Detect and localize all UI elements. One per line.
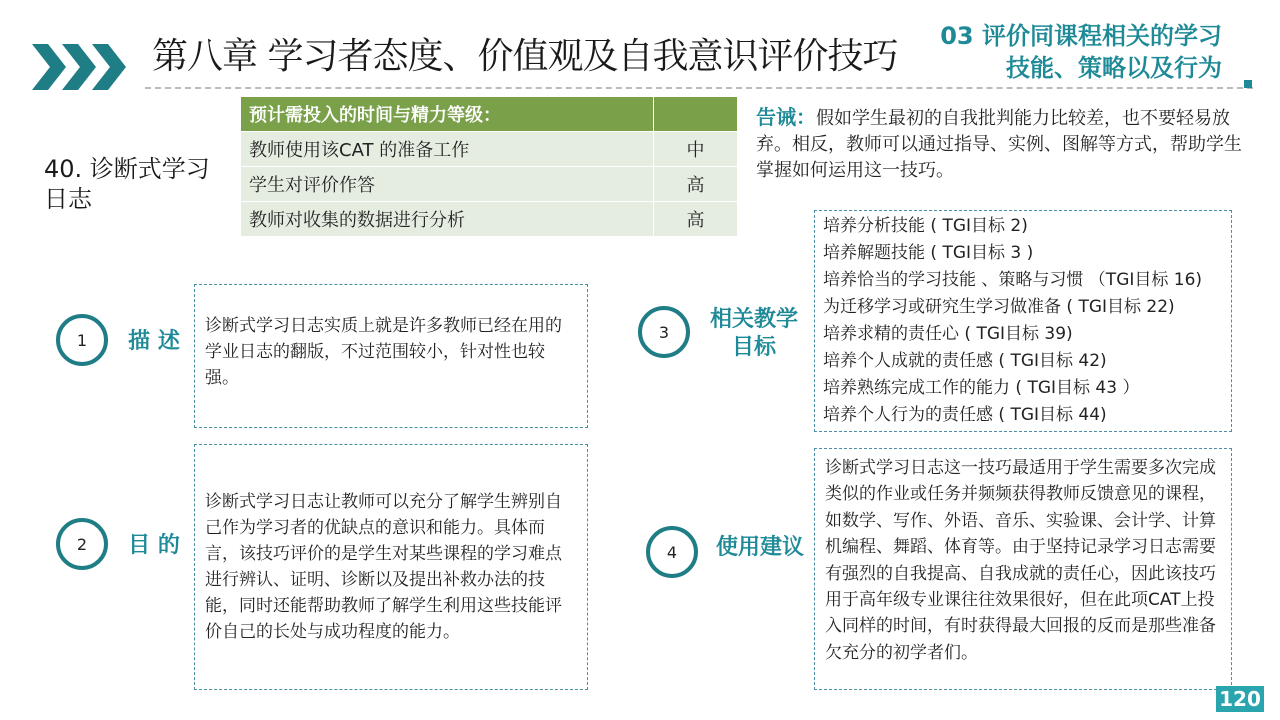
section-2-purpose-box xyxy=(194,444,588,690)
table-row-label: 教师对收集的数据进行分析 xyxy=(241,202,654,237)
effort-level-table xyxy=(240,96,738,237)
section-3-number-badge xyxy=(638,306,690,358)
goal-item: 培养个人成就的责任感 ( TGI目标 42) xyxy=(823,351,1107,371)
goal-list xyxy=(823,213,1223,429)
table-row xyxy=(241,167,738,202)
section-title xyxy=(892,20,1222,84)
table-row xyxy=(241,132,738,167)
goal-item: 为迁移学习或研究生学习做准备 ( TGI目标 22) xyxy=(823,297,1175,317)
section-2-number: 2 xyxy=(76,534,88,554)
table-row-label: 学生对评价作答 xyxy=(241,167,654,202)
section-title-line2: 技能、策略以及行为 xyxy=(1006,54,1222,82)
goal-item: 培养分析技能 ( TGI目标 2) xyxy=(823,216,1028,236)
section-3-title xyxy=(700,306,808,362)
table-row xyxy=(241,202,738,237)
section-1-number-badge xyxy=(56,314,108,366)
section-4-number-badge xyxy=(646,526,698,578)
section-4-number: 4 xyxy=(666,542,678,562)
section-3-goals-box xyxy=(814,210,1232,432)
section-1-number: 1 xyxy=(76,330,88,350)
table-row-value: 高 xyxy=(654,167,738,202)
page-number-badge: 120 xyxy=(1216,686,1264,712)
table-header-empty-cell xyxy=(654,97,738,132)
warning-text: 假如学生最初的自我批判能力比较差，也不要轻易放弃。相反，教师可以通过指导、实例、图解等方式，帮助学生掌握如何运用这一技巧。 xyxy=(756,108,1242,181)
goal-item: 培养求精的责任心 ( TGI目标 39) xyxy=(823,324,1073,344)
section-title-line1: 03 评价同课程相关的学习 xyxy=(940,22,1222,50)
table-row-value: 高 xyxy=(654,202,738,237)
section-2-title: 目 的 xyxy=(128,533,180,558)
table-row-label: 教师使用该CAT 的准备工作 xyxy=(241,132,654,167)
chapter-title: 第八章 学习者态度、价值观及自我意识评价技巧 xyxy=(152,36,898,77)
section-2-text: 诊断式学习日志让教师可以充分了解学生辨别自己作为学习者的优缺点的意识和能力。具体而言，该技巧评价的是学生对某些课程的学习难点进行辨认、证明、诊断以及提出补救办法的技能，同时还能帮助教师了解学生利用这些技能评价自己的长处与成功程度的能力。 xyxy=(205,492,562,642)
warning-label: 告诫： xyxy=(756,105,816,129)
section-3-title-line1: 相关教学 xyxy=(709,307,798,332)
goal-item: 培养个人行为的责任感 ( TGI目标 44) xyxy=(823,405,1107,425)
topic-title-line1: 40. 诊断式学习 xyxy=(44,155,210,183)
header-divider xyxy=(145,87,1253,89)
section-4-text: 诊断式学习日志这一技巧最适用于学生需要多次完成类似的作业或任务并频频获得教师反馈意见的课程，如数学、写作、外语、音乐、实验课、会计学、计算机编程、舞蹈、体育等。由于坚持记录学习日志需要有强烈的自我提高、自我成就的责任心，因此该技巧用于高年级专业课往往效果很好，但在此项CAT上投入同样的时间，有时获得最大回报的反而是那些准备欠充分的初学者们。 xyxy=(825,458,1216,663)
section-1-title: 描 述 xyxy=(128,329,180,354)
goal-item: 培养恰当的学习技能 、策略与习惯 （TGI目标 16) xyxy=(823,270,1203,290)
section-4-suggestion-box xyxy=(814,448,1232,690)
section-1-description-box xyxy=(194,284,588,428)
table-header-row xyxy=(241,97,738,132)
section-1-text: 诊断式学习日志实质上就是许多教师已经在用的学业日志的翻版，不过范围较小，针对性也较强。 xyxy=(205,316,562,388)
section-2-number-badge xyxy=(56,518,108,570)
table-row-value: 中 xyxy=(654,132,738,167)
section-4-title: 使用建议 xyxy=(715,535,804,560)
topic-title-line2: 日志 xyxy=(44,185,92,213)
warning-note xyxy=(756,104,1246,184)
section-3-title-line2: 目标 xyxy=(731,335,776,360)
section-3-number: 3 xyxy=(658,322,670,342)
topic-title xyxy=(44,154,234,214)
goal-item: 培养解题技能 ( TGI目标 3 ) xyxy=(823,243,1034,263)
chevron-arrows-icon xyxy=(32,44,132,90)
goal-item: 培养熟练完成工作的能力 ( TGI目标 43 ） xyxy=(823,378,1140,398)
header-divider-marker xyxy=(1244,80,1252,88)
table-header-cell: 预计需投入的时间与精力等级： xyxy=(241,97,654,132)
